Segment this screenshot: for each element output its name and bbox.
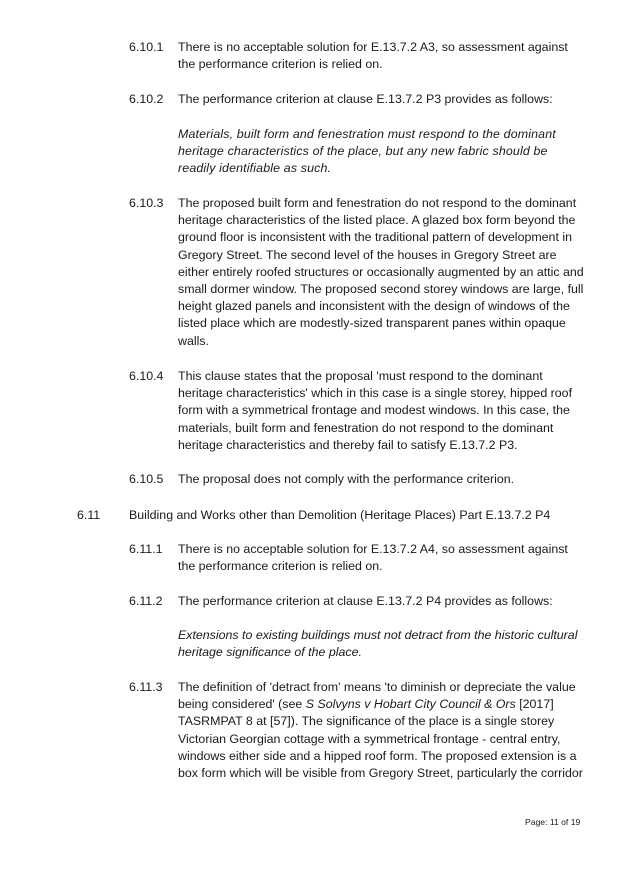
section-heading: Building and Works other than Demolition (Heritage Places) Part E.13.7.2 P4: [129, 508, 551, 522]
paragraph-text: The proposed built form and fenestration do not respond to the dominant heritage characteristics of the listed place. A glazed box form beyond the ground floor is inconsistent with the traditional pattern of development in Gregory Street. The second level of the houses in Gregory Street are either entirely roofed structures or occasionally augmented by an attic and small dormer window. The proposed second storey windows are large, full height glazed panels and inconsistent with the design of windows of the listed place which are modestly-sized transparent panes within opaque walls.: [178, 196, 584, 348]
quoted-criterion-p3: Materials, built form and fenestration must respond to the dominant heritage characteristics of the place, but any new fabric should be readily identifiable as such.: [178, 127, 556, 176]
paragraph-number: 6.11.1: [129, 542, 163, 556]
paragraph-number: 6.10.4: [129, 369, 164, 383]
page-number-footer: Page: 11 of 19: [525, 817, 581, 827]
case-citation: S Solvyns v Hobart City Council & Ors: [305, 697, 516, 712]
paragraph-number: 6.10.5: [129, 472, 164, 486]
paragraph-text: The performance criterion at clause E.13.7.2 P3 provides as follows:: [178, 92, 553, 106]
paragraph-number: 6.10.2: [129, 92, 164, 106]
paragraph-text: The proposal does not comply with the performance criterion.: [178, 472, 515, 486]
text-segment: The definition of 'detract from' means 'to diminish or depreciate the value being considered' (see: [178, 680, 576, 712]
paragraph-text: There is no acceptable solution for E.13.7.2 A3, so assessment against the performance criterion is relied on.: [178, 40, 568, 72]
text-segment: [2017] TASRMPAT 8 at [57]). The significance of the place is a single storey Victorian Georgian cottage with a symmetrical frontage - central entry, windows either side and a hipped roof form. The proposed extension is a box form which will be visible from Gregory Street, particularly the corridor: [178, 697, 583, 781]
paragraph-number: 6.11.2: [129, 594, 163, 608]
paragraph-text: The performance criterion at clause E.13.7.2 P4 provides as follows:: [178, 594, 553, 608]
paragraph-number: 6.10.1: [129, 40, 164, 54]
paragraph-number: 6.11.3: [129, 680, 163, 694]
section-number: 6.11: [77, 508, 101, 522]
paragraph-text: This clause states that the proposal 'must respond to the dominant heritage characteristics' which in this case is a single storey, hipped roof form with a symmetrical frontage and modest windows. In this case, the materials, built form and fenestration do not respond to the dominant heritage characteristics and thereby fail to satisfy E.13.7.2 P3.: [178, 369, 573, 452]
paragraph-number: 6.10.3: [129, 196, 164, 210]
paragraph-text: [178, 679, 584, 782]
quoted-criterion-p4: Extensions to existing buildings must not detract from the historic cultural heritage significance of the place.: [178, 628, 578, 660]
paragraph-text: There is no acceptable solution for E.13.7.2 A4, so assessment against the performance criterion is relied on.: [178, 542, 568, 574]
